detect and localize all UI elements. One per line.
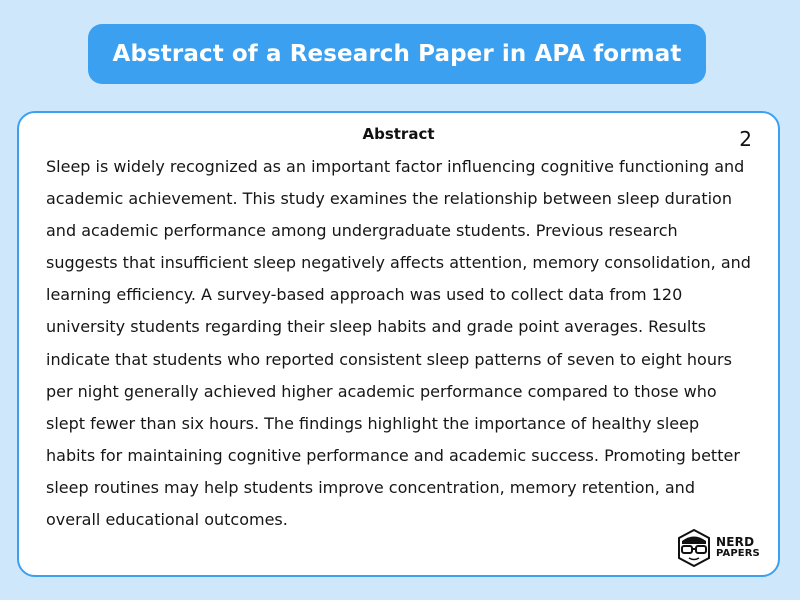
- logo-text-nerd: NERD: [716, 535, 755, 549]
- abstract-body: Sleep is widely recognized as an important factor influencing cognitive functioning and academic achievement. This study examines the relationship between sleep duration and academic performance among undergraduate students. Previous research suggests that insufficient sleep negatively affects attention, memory consolidation, and learning efficiency. A survey-based approach was used to collect data from 120 university students regarding their sleep habits and grade point averages. Results indicate that students who reported consistent sleep patterns of seven to eight hours per night generally achieved higher academic performance compared to those who slept fewer than six hours. The findings highlight the importance of healthy sleep habits for maintaining cognitive performance and academic success. Promoting better sleep routines may help students improve concentration, memory retention, and overall educational outcomes.: [46, 157, 751, 530]
- abstract-heading: Abstract: [362, 125, 435, 143]
- nerd-papers-logo: [674, 527, 764, 569]
- logo-text-papers: PAPERS: [716, 548, 760, 559]
- title-banner: [88, 24, 706, 84]
- page-number: 2: [739, 127, 752, 151]
- banner-title: Abstract of a Research Paper in APA format: [112, 41, 682, 67]
- nerd-face-icon: [674, 528, 714, 568]
- document-card: [17, 111, 780, 577]
